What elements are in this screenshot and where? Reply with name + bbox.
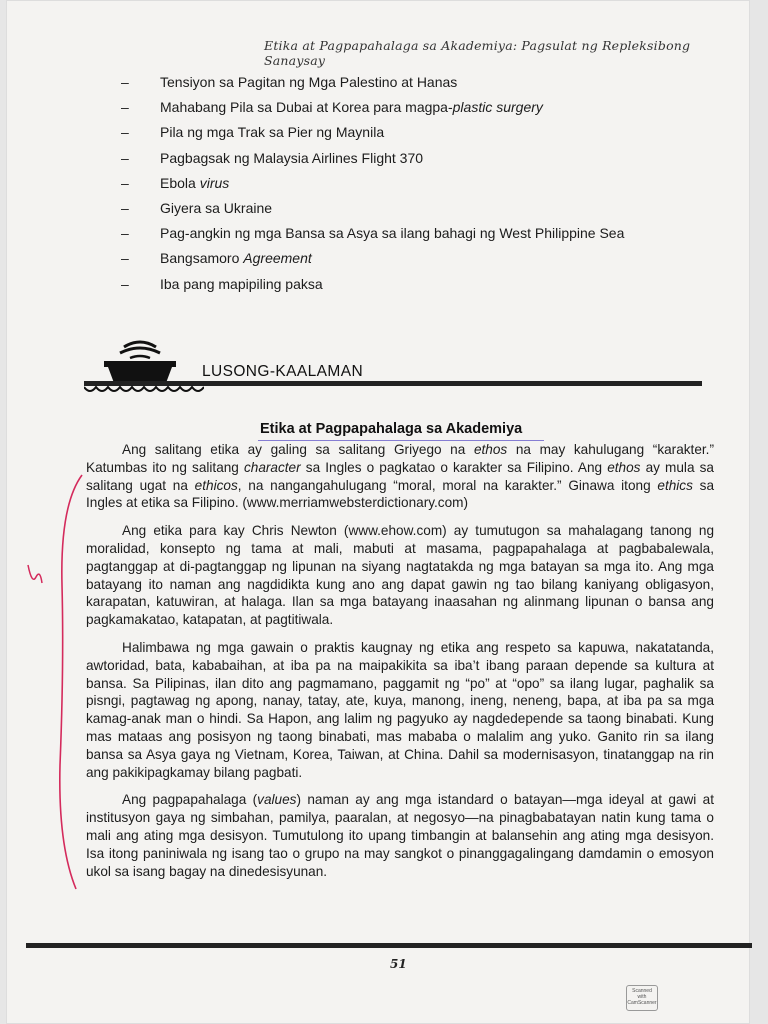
text-run: ay mula sa salitang ugat na: [86, 459, 714, 493]
topic-text-plain: Pila ng mga Trak sa Pier ng Maynila: [160, 124, 385, 141]
dash-bullet: –: [121, 99, 129, 116]
topic-text: [160, 246, 312, 271]
dash-bullet: –: [121, 199, 129, 216]
stamp-line-1: Scanned with: [632, 988, 652, 1000]
dash-bullet: –: [121, 250, 129, 267]
page: [6, 0, 750, 1024]
scanner-stamp: [626, 985, 658, 1011]
topic-text-italic: plastic surgery: [452, 99, 543, 116]
topic-text: [160, 171, 229, 196]
topic-text-italic: Agreement: [243, 250, 312, 267]
banner-title: LUSONG-KAALAMAN: [202, 363, 364, 380]
topic-text-plain: Ebola: [160, 174, 200, 191]
topic-text: [160, 196, 272, 221]
topic-text: [160, 272, 323, 297]
text-run: Ang pagpapahalaga (: [122, 792, 258, 808]
margin-bracket-annotation: [16, 465, 86, 905]
paragraph: [86, 522, 714, 629]
stamp-line-2: CamScanner: [627, 1000, 657, 1006]
topic-text: [160, 95, 543, 120]
topic-text-plain: Giyera sa Ukraine: [160, 199, 273, 216]
topic-text-plain: Pag-angkin ng mga Bansa sa Asya sa ilang bahagi ng West Philippine Sea: [160, 225, 625, 242]
italic-term: ethos: [607, 459, 641, 475]
topic-text: [160, 120, 384, 145]
topic-text: [160, 146, 423, 171]
topic-text-plain: Iba pang mapipiling paksa: [160, 275, 323, 292]
section-banner: [84, 329, 702, 395]
dash-bullet: –: [121, 275, 129, 292]
topic-text-italic: virus: [199, 174, 230, 191]
dash-bullet: –: [121, 124, 129, 141]
wave-border: [84, 385, 204, 395]
body-text: [86, 441, 714, 890]
text-run: Halimbawa ng mga gawain o praktis kaugnay ng etika ang respeto sa kapuwa, nakatatanda, awtoridad, bata, kababaihan, at iba pa na maipakikita sa iba’t ibang paraan depende sa kultura at bansa. Sa Pilipinas, ilan dito ang pagmamano, paggamit ng “po” at “opo” sa ilang lugar, paghalik sa pisngi, pagtawag ng apong, nanay, tatay, ate, kuya, manong, ineng, neneng, bapa, at iba pa sa mga kamag-anak man o hindi. Sa Hapon, ang lalim ng pagyuko ay nagdedepende sa taong binabati. Kung mas mataas ang posisyon ng taong binabati, mas mababa o malalim ang yuko. Ganito rin sa ilang bansa sa Asya gaya ng Vietnam, Korea, Taiwan, at China. Dahil sa modernisasyon, tinatanggap na rin ang pakikipagkamay bilang pagbati.: [86, 639, 714, 780]
text-run: Ang etika para kay Chris Newton (www.ehow.com) ay tumutugon sa mahalagang tanong ng moralidad, konsepto ng tama at mali, mabuti at masama, pagpapahalaga at pagbabalewala, pagtanggap at di-pagtanggap ng lipunan na siyang nagtatakda ng mga batayan sa mga ito. Ang mga batayang ito naman ang nagdidikta kung ano ang dapat gawin ng tao bilang kaniyang obligasyon, karapatan, katuwiran, at halaga. Ilan sa mga batayang inaasahan ng alinmang lipunan o bansa ang pagkamakatao, katapatan, at pagtitiwala.: [86, 523, 714, 628]
italic-term: ethicos: [194, 477, 238, 493]
paragraph: [86, 441, 714, 512]
topic-text: [160, 221, 624, 246]
topic-text-plain: Pagbagsak ng Malaysia Airlines Flight 370: [160, 149, 424, 166]
topic-text-plain: Bangsamoro: [160, 250, 244, 267]
paragraph: [86, 791, 714, 880]
topic-text-plain: Mahabang Pila sa Dubai at Korea para magpa-: [160, 99, 453, 116]
text-run: sa Ingles at etika sa Filipino. (www.merriamwebsterdictionary.com): [86, 477, 715, 511]
italic-term: values: [257, 792, 297, 808]
text-run: Ang salitang etika ay galing sa salitang Griyego na: [122, 442, 474, 457]
bowl-icon: [94, 339, 186, 385]
topic-text-plain: Tensiyon sa Pagitan ng Mga Palestino at Hanas: [160, 74, 458, 90]
dash-bullet: –: [121, 74, 129, 90]
text-run: na may kahulugang “karakter.” Katumbas ito ng salitang: [86, 442, 714, 475]
footer-rule: [26, 943, 752, 948]
text-run: sa Ingles o pagkatao o karakter sa Filipino. Ang: [300, 459, 608, 475]
dash-bullet: –: [121, 225, 129, 242]
text-run: , na nangangahulugang “moral, moral na karakter.” Ginawa itong: [237, 477, 658, 493]
dash-bullet: –: [121, 149, 129, 166]
section-title: Etika at Pagpapahalaga sa Akademiya: [260, 421, 523, 437]
topic-text: [160, 70, 457, 95]
paragraph: [86, 639, 714, 781]
dash-bullet: –: [121, 174, 129, 191]
page-number: 51: [390, 957, 407, 971]
text-run: ) naman ay ang mga istandard o batayan—mga ideyal at gawi at institusyon gaya ng simbahan, pamilya, paaralan, at negosyo—na pinagbabatayan natin kung tama o mali ang ating mga desisyon. Tumutulong ito upang timbangin at balansehin ang ating mga desisyon. Isa itong paniniwala ng isang tao o grupo na may sangkot o pinanggagalingang damdamin o emosyon ukol sa isang bagay na dinedesisyunan.: [86, 792, 714, 879]
italic-term: ethos: [473, 442, 508, 457]
italic-term: ethics: [657, 477, 693, 493]
italic-term: character: [243, 459, 301, 475]
running-header: Etika at Pagpapahalaga sa Akademiya: Pagsulat ng Repleksibong Sanaysay: [264, 38, 691, 68]
